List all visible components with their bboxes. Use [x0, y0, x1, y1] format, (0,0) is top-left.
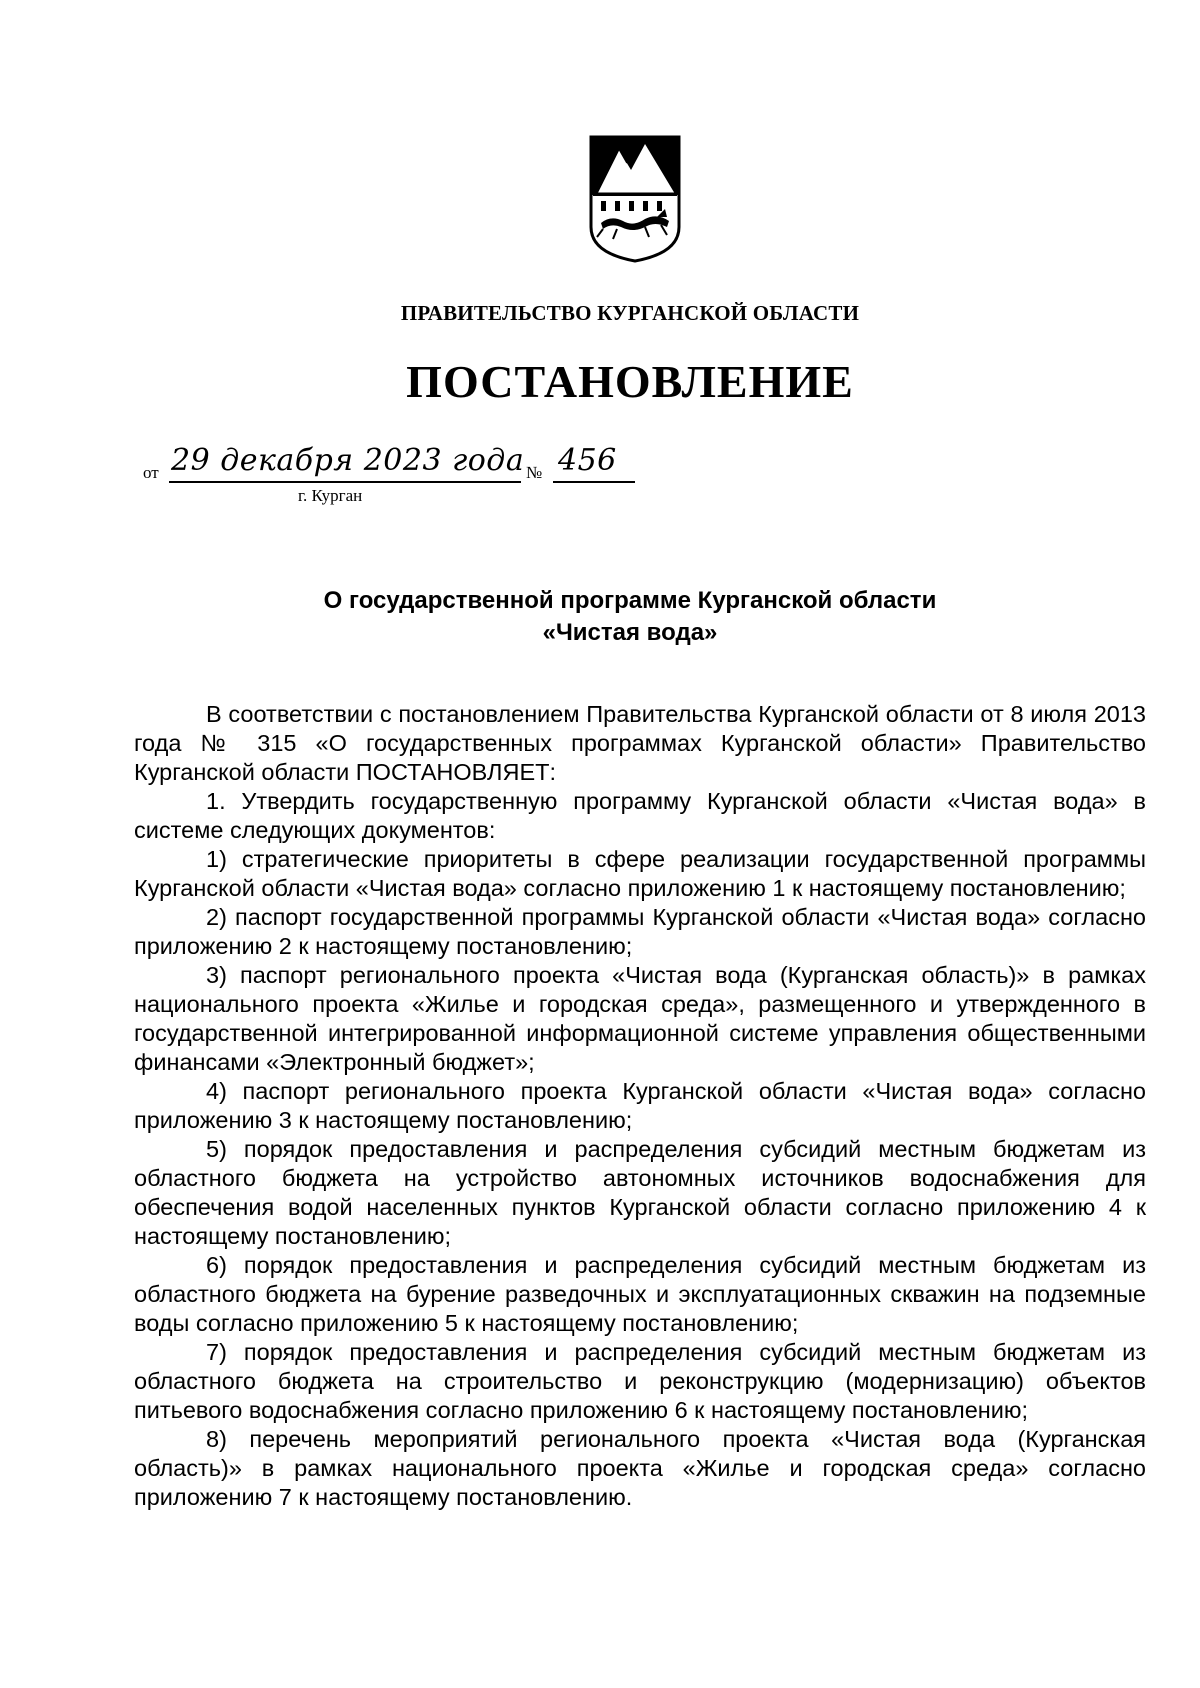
body-paragraph: 4) паспорт регионального проекта Курганской области «Чистая вода» согласно приложению 3 к настоящему постановлению;: [134, 1078, 1146, 1133]
document-body: [134, 700, 1146, 1512]
body-paragraph: 3) паспорт регионального проекта «Чистая вода (Курганская область)» в рамках национального проекта «Жилье и городская среда», размещенного и утвержденного в государственной интегрированной информационной системе управления общественными финансами «Электронный бюджет»;: [134, 962, 1146, 1075]
title-line-2: «Чистая вода»: [542, 619, 718, 646]
title-line-1: О государственной программе Курганской области: [323, 587, 937, 614]
city-label: г. Курган: [298, 486, 363, 505]
organization-name: ПРАВИТЕЛЬСТВО КУРГАНСКОЙ ОБЛАСТИ: [400, 301, 860, 325]
date-underline: [169, 481, 521, 483]
body-paragraph: 1. Утвердить государственную программу Курганской области «Чистая вода» в системе следующих документов:: [134, 788, 1146, 843]
number-underline: [553, 481, 635, 483]
body-paragraph: 1) стратегические приоритеты в сфере реализации государственной программы Курганской области «Чистая вода» согласно приложению 1 к настоящему постановлению;: [134, 846, 1146, 901]
body-paragraph: 7) порядок предоставления и распределения субсидий местным бюджетам из областного бюджета на строительство и реконструкцию (модернизацию) объектов питьевого водоснабжения согласно приложению 6 к настоящему постановлению;: [134, 1339, 1146, 1423]
document-type-heading: ПОСТАНОВЛЕНИЕ: [406, 356, 854, 407]
body-paragraph: 6) порядок предоставления и распределения субсидий местным бюджетам из областного бюджета на бурение разведочных и эксплуатационных скважин на подземные воды согласно приложению 5 к настоящему постановлению;: [134, 1252, 1146, 1336]
body-paragraph: 8) перечень мероприятий регионального проекта «Чистая вода (Курганская область)» в рамках национального проекта «Жилье и городская среда» согласно приложению 7 к настоящему постановлению.: [134, 1426, 1146, 1510]
body-paragraph: 2) паспорт государственной программы Курганской области «Чистая вода» согласно приложению 2 к настоящему постановлению;: [134, 904, 1146, 959]
handwritten-number: 456: [558, 443, 617, 478]
number-prefix: №: [526, 463, 543, 482]
body-paragraph: 5) порядок предоставления и распределения субсидий местным бюджетам из областного бюджета на устройство автономных источников водоснабжения для обеспечения водой населенных пунктов Курганской области согласно приложению 4 к настоящему постановлению;: [134, 1136, 1146, 1249]
coat-of-arms-emblem: [587, 135, 683, 263]
date-prefix: от: [143, 463, 159, 482]
document-title: [0, 585, 1200, 649]
body-paragraph: В соответствии с постановлением Правительства Курганской области от 8 июля 2013 года № 315 «О государственных программах Курганской области» Правительство Курганской области ПОСТАНОВЛЯЕТ:: [134, 701, 1146, 785]
handwritten-date: 29 декабря 2023 года: [171, 443, 525, 478]
